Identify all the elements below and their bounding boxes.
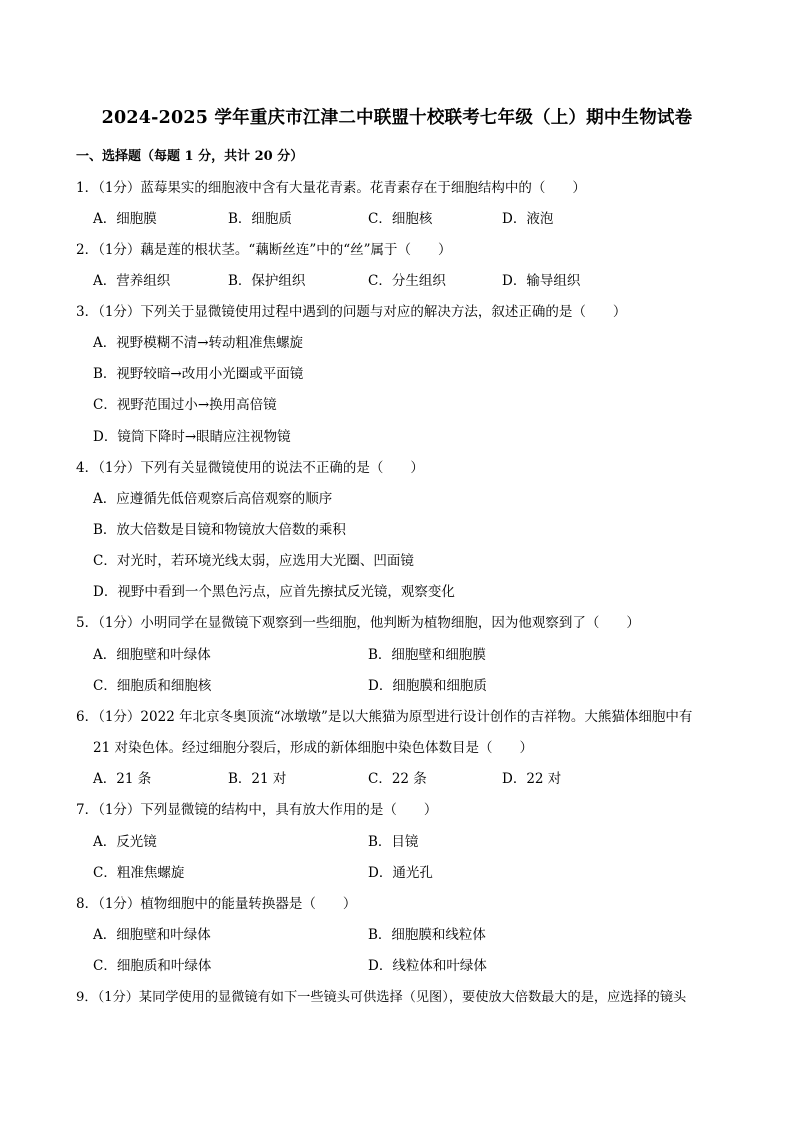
question-4-option-c[interactable]: C．对光时，若环境光线太弱，应选用大光圈、凹面镜 [93,553,414,569]
question-3-stem: 3．（1分）下列关于显微镜使用过程中遇到的问题与对应的解决方法，叙述正确的是（ ） [76,304,627,320]
exam-title: 2024-2025 学年重庆市江津二中联盟十校联考七年级（上）期中生物试卷 [101,108,693,128]
question-4-stem: 4．（1分）下列有关显微镜使用的说法不正确的是（ ） [76,460,424,476]
question-2-option-d[interactable]: D．输导组织 [502,273,581,289]
question-7-stem: 7．（1分）下列显微镜的结构中，具有放大作用的是（ ） [76,802,438,818]
question-1-option-b[interactable]: B．细胞质 [228,211,292,227]
question-8-stem: 8．（1分）植物细胞中的能量转换器是（ ） [76,896,357,912]
question-1-option-d[interactable]: D．液泡 [502,211,554,227]
question-5-option-d[interactable]: D．细胞膜和细胞质 [368,678,487,694]
question-4-option-d[interactable]: D．视野中看到一个黑色污点，应首先擦拭反光镜，观察变化 [93,584,455,600]
question-6-stem-continued: 21 对染色体。经过细胞分裂后，形成的新体细胞中染色体数目是（ ） [93,740,533,756]
question-5-option-a[interactable]: A．细胞壁和叶绿体 [93,647,211,663]
question-1-stem: 1．（1分）蓝莓果实的细胞液中含有大量花青素。花青素存在于细胞结构中的（ ） [76,180,586,196]
question-5-option-b[interactable]: B．细胞壁和细胞膜 [368,647,486,663]
question-2-option-c[interactable]: C．分生组织 [368,273,446,289]
question-6-option-b[interactable]: B．21 对 [228,771,287,787]
question-8-option-a[interactable]: A．细胞壁和叶绿体 [93,927,211,943]
question-2-stem: 2．（1分）藕是莲的根状茎。“藕断丝连”中的“丝”属于（ ） [76,242,452,258]
question-4-option-b[interactable]: B．放大倍数是目镜和物镜放大倍数的乘积 [93,522,346,538]
question-1-option-a[interactable]: A．细胞膜 [93,211,157,227]
question-3-option-a[interactable]: A．视野模糊不清→转动粗准焦螺旋 [93,335,304,351]
question-6-stem: 6．（1分）2022 年北京冬奥顶流“冰墩墩”是以大熊猫为原型进行设计创作的吉祥物。大熊猫体细胞中有 [76,709,693,725]
question-7-option-c[interactable]: C．粗准焦螺旋 [93,865,185,881]
section-heading: 一、选择题（每题 1 分，共计 20 分） [76,149,304,164]
question-6-option-d[interactable]: D．22 对 [502,771,562,787]
question-5-option-c[interactable]: C．细胞质和细胞核 [93,678,212,694]
question-6-option-c[interactable]: C．22 条 [368,771,427,787]
question-7-option-a[interactable]: A．反光镜 [93,834,157,850]
question-7-option-b[interactable]: B．目镜 [368,834,419,850]
question-8-option-b[interactable]: B．细胞膜和线粒体 [368,927,486,943]
question-3-option-c[interactable]: C．视野范围过小→换用高倍镜 [93,397,277,413]
question-1-option-c[interactable]: C．细胞核 [368,211,433,227]
question-8-option-d[interactable]: D．线粒体和叶绿体 [368,958,487,974]
question-3-option-d[interactable]: D．镜筒下降时→眼睛应注视物镜 [93,429,291,445]
question-7-option-d[interactable]: D．通光孔 [368,865,433,881]
question-2-option-b[interactable]: B．保护组织 [228,273,306,289]
question-8-option-c[interactable]: C．细胞质和叶绿体 [93,958,212,974]
question-3-option-b[interactable]: B．视野较暗→改用小光圈或平面镜 [93,366,304,382]
question-5-stem: 5．（1分）小明同学在显微镜下观察到一些细胞，他判断为植物细胞，因为他观察到了（ ） [76,615,640,631]
question-9-stem: 9．（1分）某同学使用的显微镜有如下一些镜头可供选择（见图），要使放大倍数最大的是，应选择的镜头 [76,990,687,1005]
question-6-option-a[interactable]: A．21 条 [93,771,152,787]
question-2-option-a[interactable]: A．营养组织 [93,273,171,289]
question-4-option-a[interactable]: A．应遵循先低倍观察后高倍观察的顺序 [93,491,333,507]
